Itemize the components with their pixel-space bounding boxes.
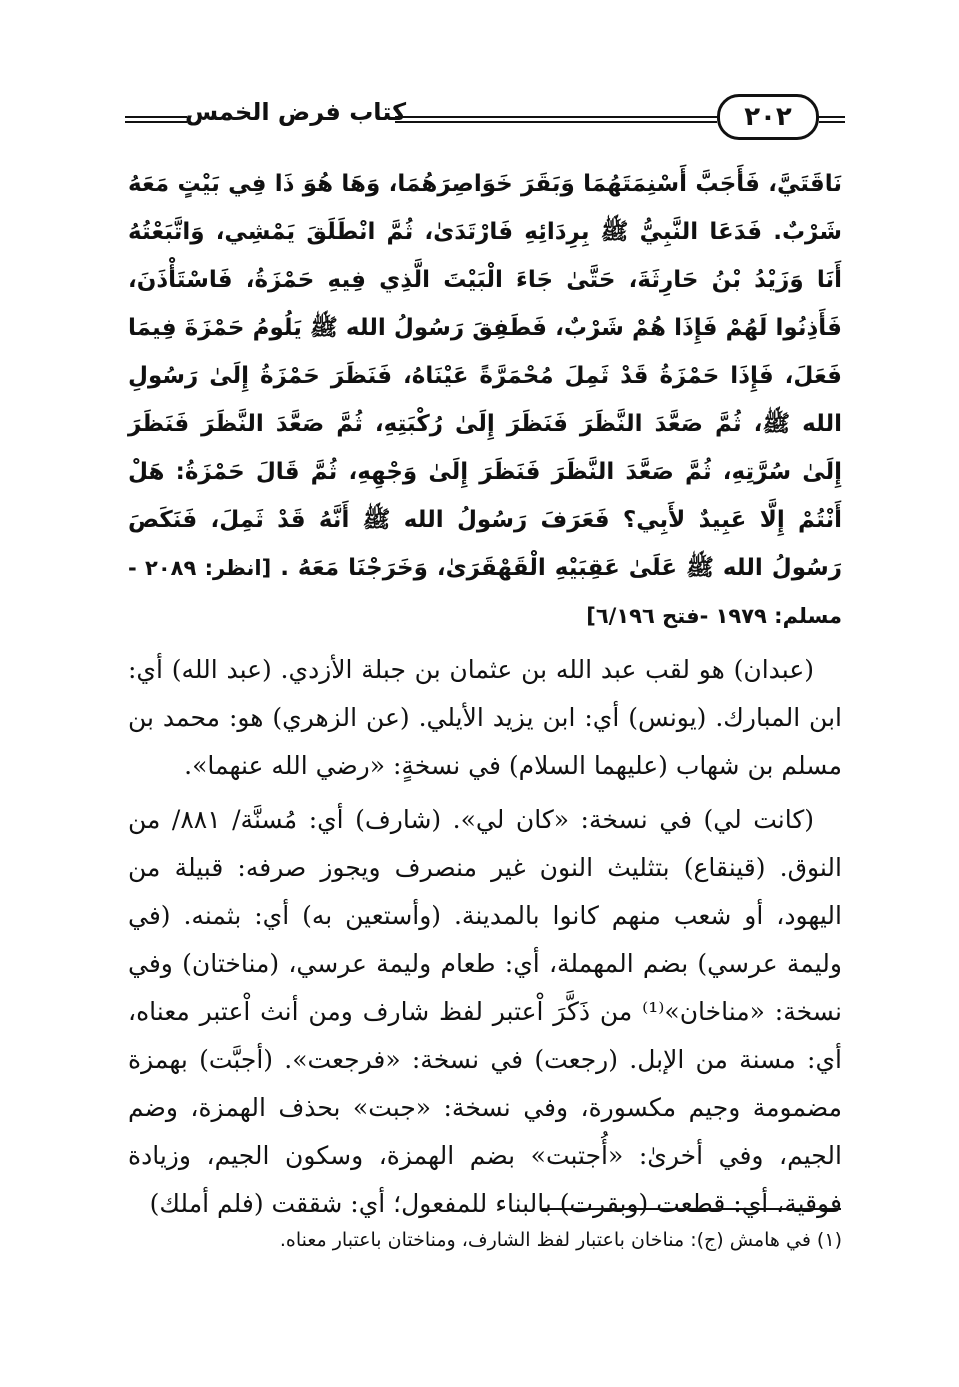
header-rule-right [819, 116, 845, 123]
page-number: ٢٠٢ [717, 94, 819, 140]
hadith-paragraph [128, 160, 842, 640]
commentary-paragraph-1: (عبدان) هو لقب عبد الله بن عثمان بن جبلة الأزدي. (عبد الله) أي: ابن المبارك. (يونس) أي: ابن يزيد الأيلي. (عن الزهري) هو: محمد بن مسلم بن شهاب (عليهما السلام) في نسخةٍ: «رضي الله عنهما». [128, 655, 842, 780]
page-header [125, 92, 845, 148]
hadith-source-reference: [انظر: ٢٠٨٩ - مسلم: ١٩٧٩ -فتح ٦/١٩٦] [128, 556, 842, 628]
commentary-paragraph-2: (كانت لي) في نسخة: «كان لي». (شارف) أي: مُسنَّة/ ٨٨١/ من النوق. (قينقاع) بتثليث النون غير منصرف ويجوز صرفه: قبيلة من اليهود، أو شعب منهم كانوا بالمدينة. (وأستعين به) أي: بثمنه. (في وليمة عرسي) بضم المهملة، أي: طعام وليمة عرسي، (مناختان) وفي نسخة: «مناخان»⁽¹⁾ من ذَكَّرَ اْعتبر لفظ شارف ومن أنث اْعتبر معناه، أي: مسنة من الإبل. (رجعت) في نسخة: «فرجعت». (أجبَّت) بهمزة مضمومة وجيم مكسورة، وفي نسخة: «جبت» بحذف الهمزة، وضم الجيم، وفي أخرىٰ: «أُجتبت» بضم الهمزة، وسكون الجيم، وزيادة فوقية، أي: قطعت (وبقرت) بالبناء للمفعول؛ أي: شققت (فلم أملك) [128, 805, 842, 1218]
header-rule-left [125, 116, 187, 123]
footnote-separator [541, 1208, 841, 1210]
header-rule-middle [395, 116, 717, 123]
book-title: كتاب فرض الخمس [185, 98, 407, 126]
hadith-text: نَاقَتَيَّ، فَأَجَبَّ أَسْنِمَتَهُمَا وَبَقَرَ خَوَاصِرَهُمَا، وَهَا هُوَ ذَا فِي بَيْتٍ مَعَهُ شَرْبٌ. فَدَعَا النَّبِيُّ ﷺ بِرِدَائِهِ فَارْتَدَىٰ، ثُمَّ انْطَلَقَ يَمْشِي، وَاتَّبَعْتُهُ أَنَا وَزَيْدُ بْنُ حَارِثَةَ، حَتَّىٰ جَاءَ الْبَيْتَ الَّذِي فِيهِ حَمْزَةُ، فَاسْتَأْذَنَ، فَأَذِنُوا لَهُمْ فَإِذَا هُمْ شَرْبٌ، فَطَفِقَ رَسُولُ الله ﷺ يَلُومُ حَمْزَةَ فِيمَا فَعَلَ، فَإِذَا حَمْزَةُ قَدْ ثَمِلَ مُحْمَرَّةً عَيْنَاهُ، فَنَظَرَ حَمْزَةُ إِلَىٰ رَسُولِ الله ﷺ، ثُمَّ صَعَّدَ النَّظَرَ فَنَظَرَ إِلَىٰ رُكْبَتِهِ، ثُمَّ صَعَّدَ النَّظَرَ فَنَظَرَ إِلَىٰ سُرَّتِهِ، ثُمَّ صَعَّدَ النَّظَرَ فَنَظَرَ إِلَىٰ وَجْهِهِ، ثُمَّ قَالَ حَمْزَةُ: هَلْ أَنْتُمْ إِلَّا عَبِيدٌ لأَبِي؟ فَعَرَفَ رَسُولُ الله ﷺ أَنَّهُ قَدْ ثَمِلَ، فَنَكَصَ رَسُولُ الله ﷺ عَلَىٰ عَقِبَيْهِ الْقَهْقَرَىٰ، وَخَرَجْنَا مَعَهُ . [128, 171, 842, 581]
footnote: (١) في هامش (ج): مناخان باعتبار لفظ الشارف، ومناختان باعتبار معناه. [279, 1229, 842, 1251]
main-text [128, 160, 842, 1228]
